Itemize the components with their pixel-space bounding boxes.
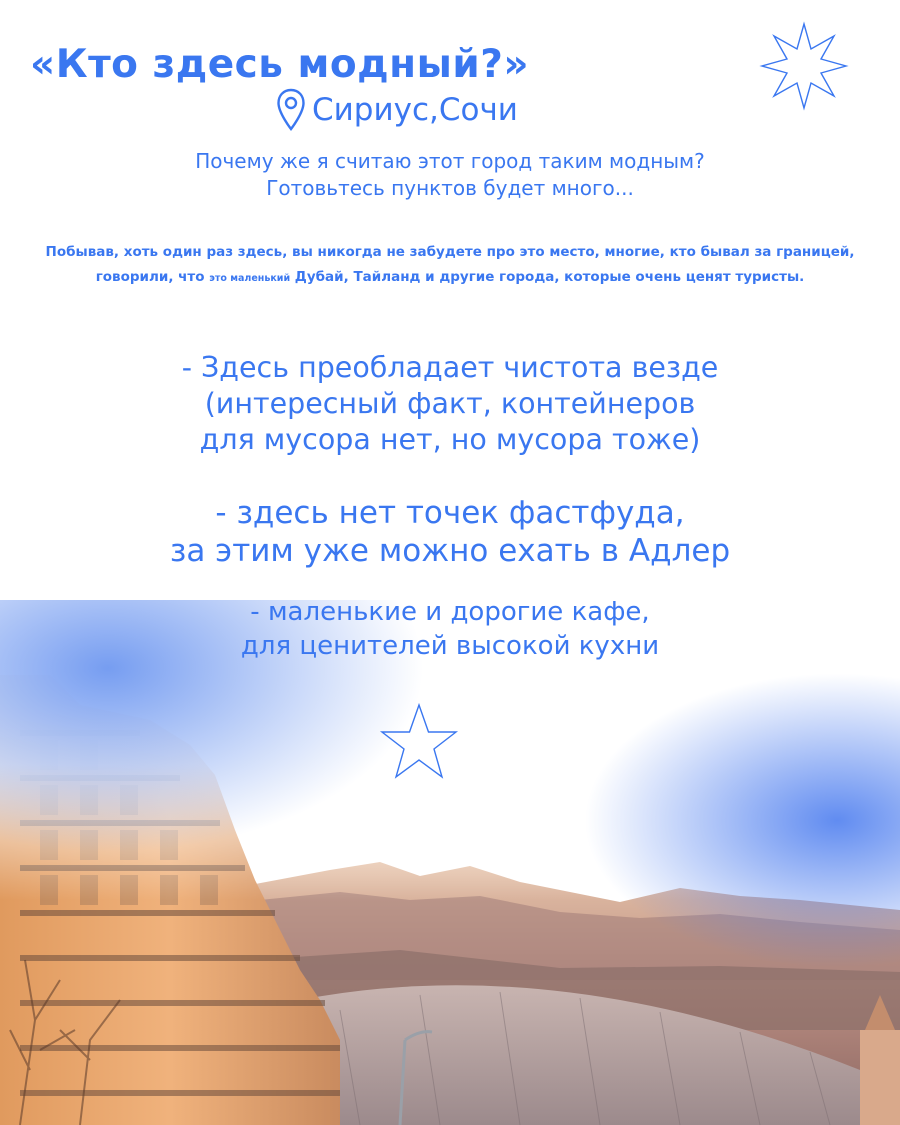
point-no-fastfood [30,494,870,570]
note-small: это маленький [209,273,291,284]
five-point-star-icon [378,702,460,780]
point-cleanliness [30,350,870,458]
location-name: Сириус,Сочи [312,92,518,128]
point-line: - маленькие и дорогие кафе, [250,597,650,627]
point-line: (интересный факт, контейнеров [204,387,696,420]
intro-line: Почему же я считаю этот город таким модным? [195,149,705,173]
page-title: «Кто здесь модный?» [30,42,530,87]
note-part: Побывав, хоть один раз здесь, вы никогда не забудете про это место, многие, кто бывал за границей, говорили, что [45,244,855,285]
location [276,85,518,135]
eight-point-star-icon [758,20,850,112]
intro-line: Готовьтесь пунктов будет много... [266,176,634,200]
point-line: для ценителей высокой кухни [240,631,660,661]
note-part: Дубай, Тайланд и другие города, которые очень ценят туристы. [290,269,805,285]
note-text [20,240,880,291]
location-pin-icon [276,88,306,132]
point-line: - Здесь преобладает чистота везде [181,351,719,384]
point-cafes [30,595,870,663]
point-line: за этим уже можно ехать в Адлер [169,533,731,569]
intro-text [50,148,850,202]
point-line: для мусора нет, но мусора тоже) [199,423,701,456]
city-photo [0,600,900,1125]
point-line: - здесь нет точек фастфуда, [215,495,685,531]
